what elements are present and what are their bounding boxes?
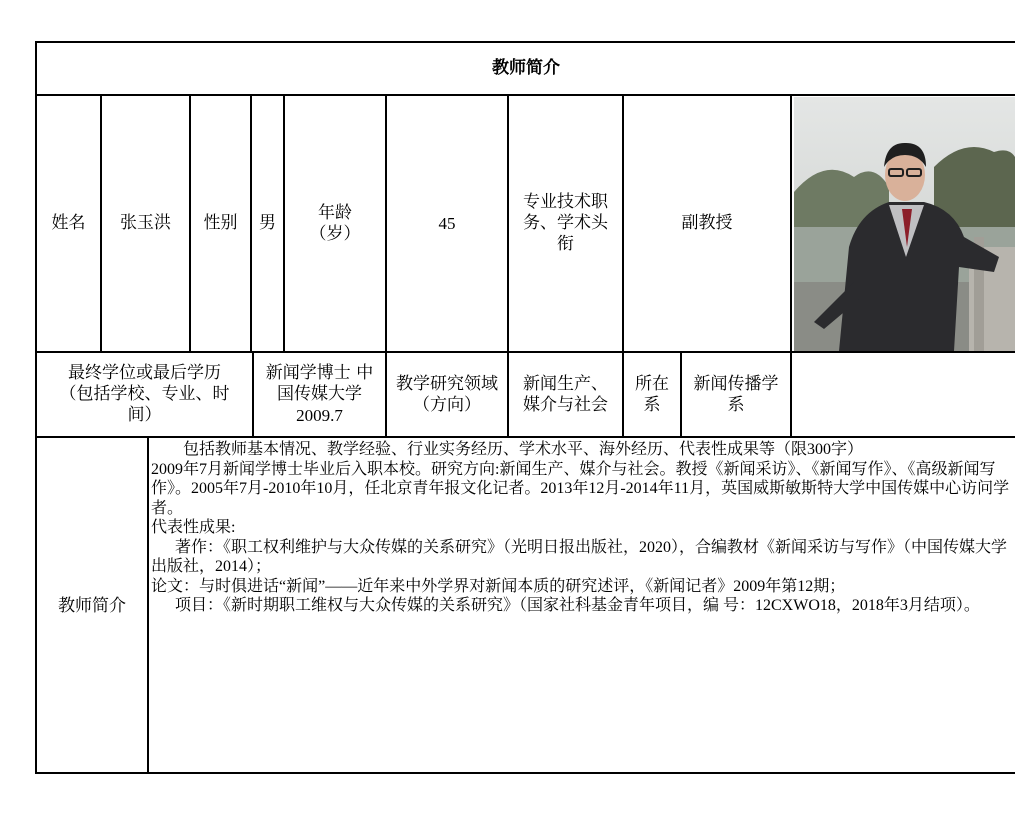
- intro-paragraph: 2009年7月新闻学博士毕业后入职本校。研究方向:新闻生产、媒介与社会。教授《新闻采访》、《新闻写作》、《高级新闻写作》。2005年7月-2010年10月，任北京青年报文化记者。2013年12月-2014年11月，英国威斯敏斯特大学中国传媒中心访问学者。: [151, 460, 1010, 517]
- title-value: 副教授: [681, 213, 733, 233]
- degree-value: 新闻学博士 中国传媒大学: [265, 363, 374, 404]
- col-divider: [147, 436, 149, 774]
- page-title: 教师简介: [492, 58, 560, 78]
- degree-cell: [254, 353, 385, 436]
- age-label: 年龄（岁）: [309, 202, 361, 244]
- name-label: 姓名: [51, 213, 86, 233]
- research-label: 教学研究领域（方向）: [396, 373, 498, 415]
- dept-label: 所在系: [635, 373, 669, 415]
- gender-value: 男: [259, 213, 276, 233]
- dept-value: 新闻传播学系: [693, 373, 779, 415]
- row-divider: [35, 436, 1015, 438]
- intro-projects: 项目：《新时期职工维权与大众传媒的关系研究》（国家社科基金青年项目，编 号：12CXWO18，2018年3月结项）。: [175, 597, 980, 614]
- age-value: 45: [438, 214, 456, 233]
- intro-achievements-heading: 代表性成果:: [151, 519, 236, 536]
- degree-label: 最终学位或最后学历（包括学校、专业、时间）: [59, 363, 230, 425]
- research-value: 新闻生产、媒介与社会: [523, 373, 608, 415]
- gender-label: 性别: [203, 213, 238, 233]
- title-label: 专业技术职务、学术头衔: [523, 192, 608, 254]
- intro-label: 教师简介: [58, 595, 126, 616]
- intro-papers: 论文：与时俱进话“新闻”——近年来中外学界对新闻本质的研究述评，《新闻记者》2009年第12期；: [151, 577, 846, 595]
- degree-year: 2009.7: [296, 406, 343, 425]
- teacher-photo: [794, 97, 1015, 351]
- intro-instruction: 包括教师基本情况、教学经验、行业实务经历、学术水平、海外经历、代表性成果等（限300字）: [183, 441, 864, 458]
- intro-books: 著作：《职工权利维护与大众传媒的关系研究》（光明日报出版社，2020），合编教材《新闻采访与写作》（中国传媒大学出版社，2014）；: [151, 538, 1008, 575]
- intro-text: [151, 440, 1013, 616]
- name-value: 张玉洪: [120, 213, 171, 233]
- col-divider: [790, 94, 792, 438]
